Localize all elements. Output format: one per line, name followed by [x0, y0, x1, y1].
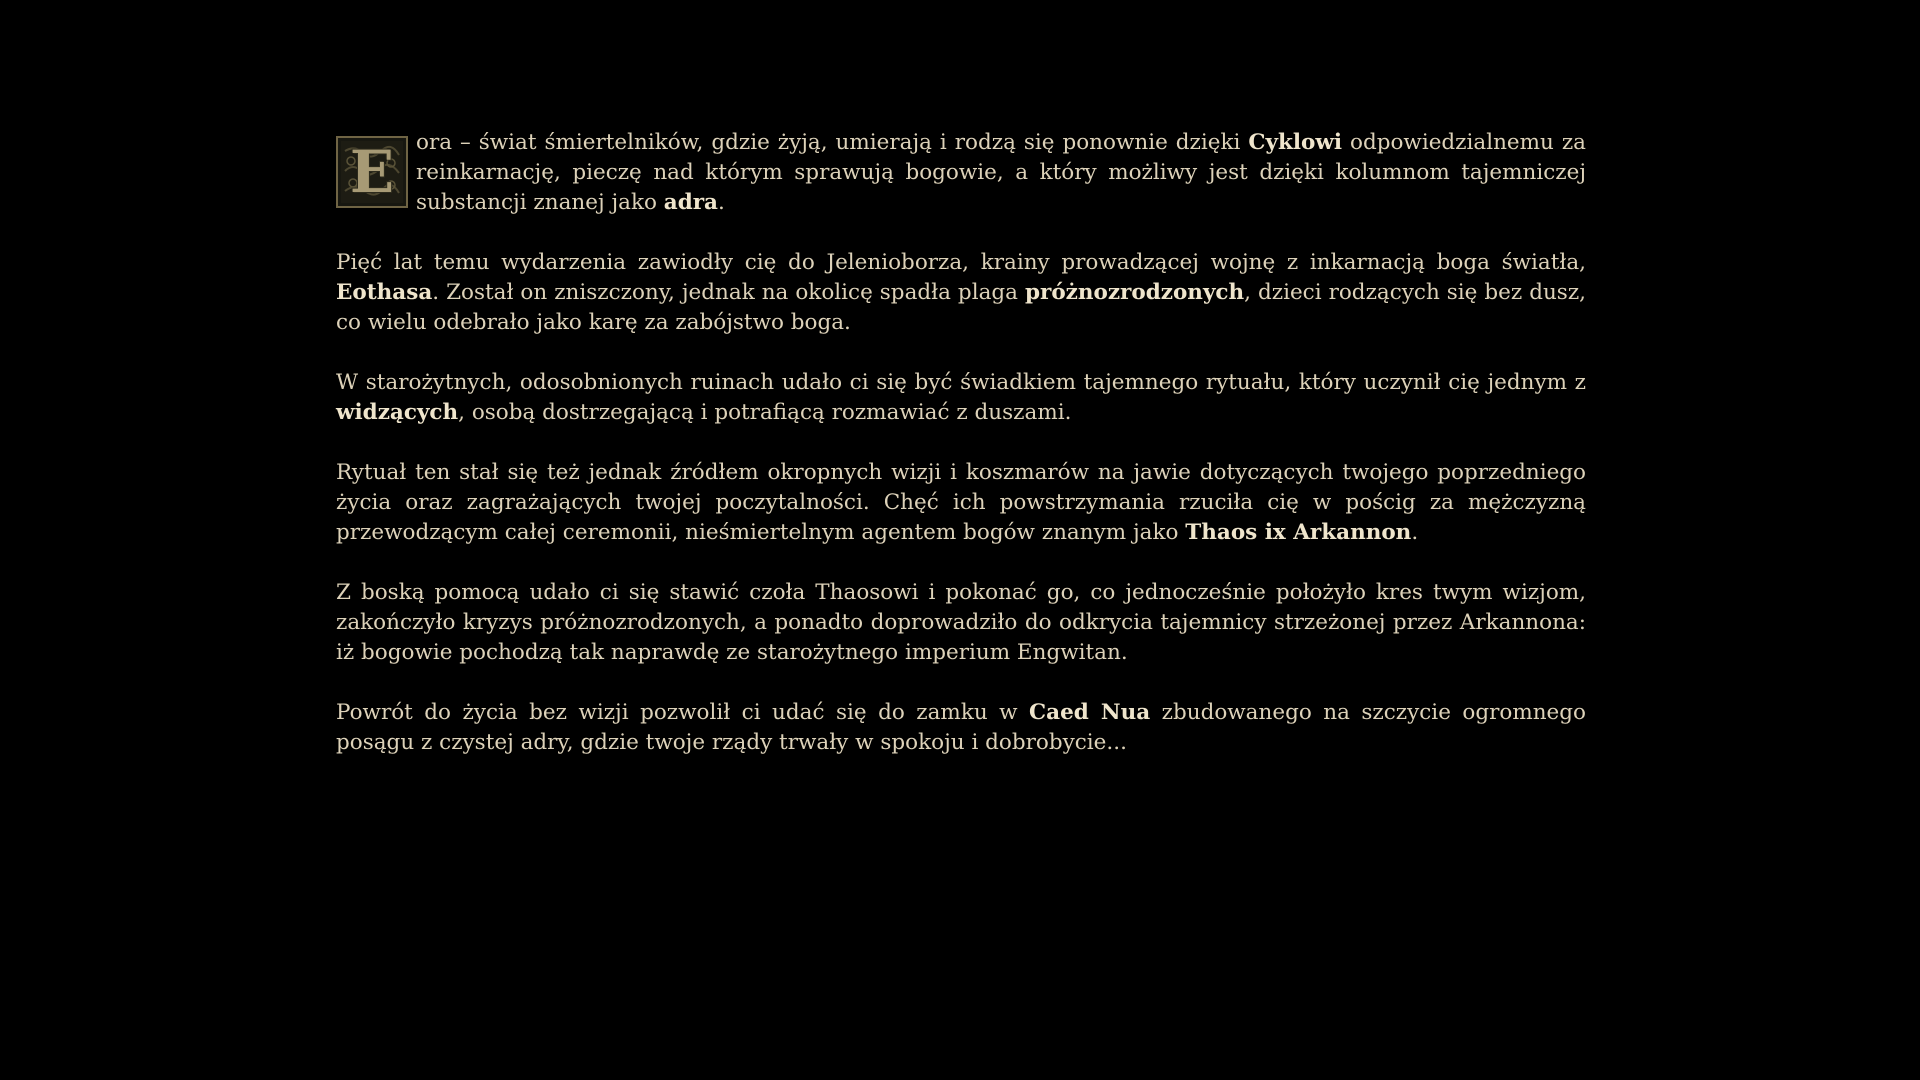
- text-segment: . Został on zniszczony, jednak na okolicę spadła plaga: [432, 280, 1025, 305]
- paragraph-6-text: [336, 700, 1586, 755]
- text-segment: Z boską pomocą udało ci się stawić czoła Thaosowi i pokonać go, co jednocześnie położyło kres twym wizjom, zakończyło kryzys próżnozrodzonych, a ponadto doprowadziło do odkrycia tajemnicy strzeżonej przez Arkannona: iż bogowie pochodzą tak naprawdę ze starożytnego imperium Engwitan.: [336, 580, 1586, 665]
- highlighted-term: widzących: [336, 400, 459, 425]
- highlighted-term: Caed Nua: [1029, 700, 1151, 725]
- text-segment: Pięć lat temu wydarzenia zawiodły cię do Jelenioborza, krainy prowadzącej wojnę z inkarnacją boga światła,: [336, 250, 1586, 275]
- highlighted-term: Eothasa: [336, 280, 433, 305]
- paragraph-1-text: [416, 130, 1586, 215]
- text-segment: odpowiedzialnemu za reinkarnację, pieczę nad którym sprawują bogowie, a który możliwy jest dzięki kolumnom tajemniczej substancji znanej jako: [416, 130, 1586, 215]
- paragraph-5: [336, 578, 1586, 668]
- paragraph-1: [336, 128, 1586, 218]
- paragraph-5-text: [336, 580, 1586, 665]
- drop-cap: [336, 136, 408, 208]
- highlighted-term: próżnozrodzonych: [1024, 280, 1245, 305]
- highlighted-term: adra: [663, 190, 718, 215]
- text-segment: ora – świat śmiertelników, gdzie żyją, umierają i rodzą się ponownie dzięki: [416, 130, 1249, 155]
- text-segment: , dzieci rodzących się bez dusz, co wielu odebrało jako karę za zabójstwo boga.: [336, 280, 1587, 335]
- text-segment: .: [718, 190, 725, 215]
- text-segment: Powrót do życia bez wizji pozwolił ci udać się do zamku w: [336, 700, 1030, 725]
- paragraph-3-text: [336, 370, 1586, 425]
- paragraph-4-text: [336, 460, 1586, 545]
- text-segment: zbudowanego na szczycie ogromnego posągu z czystej adry, gdzie twoje rządy trwały w spokoju i dobrobycie...: [336, 700, 1586, 755]
- text-segment: .: [1411, 520, 1419, 545]
- paragraph-2: [336, 248, 1586, 338]
- paragraph-3: [336, 368, 1586, 428]
- paragraph-4: [336, 458, 1586, 548]
- story-text: [336, 128, 1586, 788]
- text-segment: Rytuał ten stał się też jednak źródłem okropnych wizji i koszmarów na jawie dotyczących twojego poprzedniego życia oraz zagrażających twojej poczytalności. Chęć ich powstrzymania rzuciła cię w pościg za mężczyzną przewodzącym całej ceremonii, nieśmiertelnym agentem bogów znanym jako: [336, 460, 1586, 545]
- text-segment: W starożytnych, odosobnionych ruinach udało ci się być świadkiem tajemnego rytuału, który uczynił cię jednym z: [336, 370, 1586, 395]
- highlighted-term: Cyklowi: [1248, 130, 1343, 155]
- drop-cap-letter: E: [349, 138, 395, 206]
- highlighted-term: Thaos ix Arkannon: [1185, 520, 1412, 545]
- text-segment: , osobą dostrzegającą i potrafiącą rozmawiać z duszami.: [458, 400, 1072, 425]
- paragraph-6: [336, 698, 1586, 758]
- paragraph-2-text: [336, 250, 1586, 335]
